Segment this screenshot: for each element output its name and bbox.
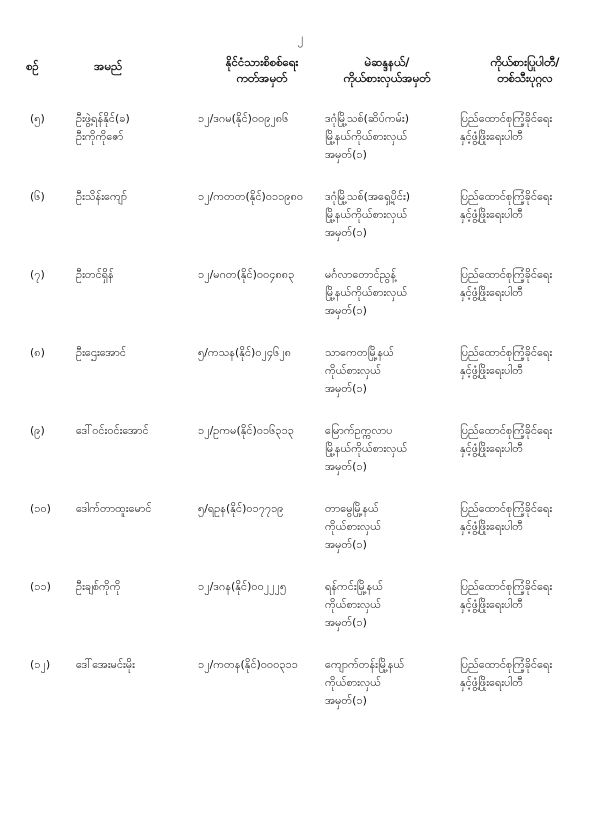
row-constituency-line: အမှတ်(၁) [325,226,367,239]
row-name [76,188,198,206]
row-constituency [325,188,458,242]
row-party-line: ပြည်ထောင်စုကြံ့ခိုင်ရေး [460,190,553,203]
header-serial: စဉ် [26,59,39,73]
header-nrc-line2: ကတ်အမှတ် [236,71,288,85]
table-row [0,656,601,734]
row-constituency-line: တာမွေမြို့နယ် [325,502,379,515]
row-name [76,344,198,362]
row-name [76,578,198,596]
row-constituency-line: ဒဂုံမြို့သစ်(အရှေ့ပိုင်း) [325,190,411,203]
table-row [0,110,601,188]
row-name-line: ဦးချစ်ကိုကို [76,580,121,593]
row-party [460,266,598,302]
header-constituency-line1: မဲဆန္ဒနယ်/ [364,55,410,69]
row-name [76,500,198,518]
row-nrc: ၁၂/ဒဂမ(နိုင်)၀၀၉၂၈၆ [198,112,289,125]
row-constituency-line: မြို့နယ်ကိုယ်စားလှယ် [325,208,408,221]
row-party-line: နှင့်ဖွံ့ဖြိုးရေးပါတီ [460,598,523,611]
page-number: ၂ [297,31,304,45]
row-constituency-line: အမှတ်(၁) [325,304,367,317]
row-serial: (၁၂) [30,658,51,671]
row-constituency [325,110,458,164]
header-constituency [320,54,454,86]
row-name-line: ဒေါ်အေးမင်းမိုး [76,658,135,671]
header-nrc-line1: နိုင်ငံသားစိစစ်ရေး [225,55,299,69]
row-serial: (၈) [30,346,45,359]
row-party [460,422,598,458]
header-party-line1: ကိုယ်စားပြုပါတီ/ [490,55,560,69]
row-nrc: ၁၂/ကတန(နိုင်)၀၀၀၃၁၁ [198,658,298,671]
row-party-line: ပြည်ထောင်စုကြံ့ခိုင်ရေး [460,658,553,671]
row-constituency-line: အမှတ်(၁) [325,694,367,707]
header-name: အမည် [94,59,123,73]
row-serial: (၁၁) [30,580,51,593]
row-party-line: ပြည်ထောင်စုကြံ့ခိုင်ရေး [460,502,553,515]
row-nrc: ၅/ကသန(နိုင်)၀၂၄၆၂၈ [198,346,292,359]
row-party-line: နှင့်ဖွံ့ဖြိုးရေးပါတီ [460,208,523,221]
row-nrc: ၁၂/ဥကမ(နိုင်)၀၁၆၃၁၃ [198,424,294,437]
row-constituency [325,344,458,398]
row-party-line: ပြည်ထောင်စုကြံ့ခိုင်ရေး [460,346,553,359]
row-name [76,266,198,284]
row-serial: (၅) [30,112,45,125]
row-constituency-line: အမှတ်(၁) [325,460,367,473]
row-name [76,656,198,674]
row-constituency [325,266,458,320]
row-name-line: ဦးတင်ရှိန် [76,268,114,281]
row-serial: (၁၀) [30,502,51,515]
table-body [0,110,601,734]
row-name-line: ဒေါက်တာထူးမောင် [76,502,152,515]
row-name [76,422,198,440]
table-row [0,266,601,344]
row-name-line: ဦးကိုကိုဇော် [76,130,124,143]
header-nrc [198,54,326,86]
table-row [0,344,601,422]
row-name-line: ဦးဌေးအောင် [76,346,127,359]
row-constituency-line: အမှတ်(၁) [325,538,367,551]
row-nrc: ၁၂/ကတတ(နိုင်)၀၁၁၉၈၀ [198,190,304,203]
row-constituency-line: ရန်ကင်းမြို့နယ် [325,580,383,593]
row-nrc: ၁၂/မဂတ(နိုင်)၀၀၄၈၈၃ [198,268,295,281]
row-constituency [325,656,458,710]
row-name-line: ဦးသိန်းကျော် [76,190,128,203]
row-party-line: ပြည်ထောင်စုကြံ့ခိုင်ရေး [460,112,553,125]
row-constituency-line: အမှတ်(၁) [325,382,367,395]
row-constituency [325,422,458,476]
table-row [0,578,601,656]
row-constituency-line: ကျောက်တန်းမြို့နယ် [325,658,405,671]
table-header [0,54,601,102]
row-constituency-line: ကိုယ်စားလှယ် [325,676,381,689]
row-party [460,656,598,692]
row-constituency-line: မြို့နယ်ကိုယ်စားလှယ် [325,286,408,299]
row-constituency [325,500,458,554]
row-party-line: နှင့်ဖွံ့ဖြိုးရေးပါတီ [460,286,523,299]
table-row [0,188,601,266]
header-party-line2: တစ်သီးပုဂ္ဂလ [497,71,553,85]
row-constituency-line: ကိုယ်စားလှယ် [325,364,381,377]
row-constituency-line: ကိုယ်စားလှယ် [325,598,381,611]
row-name-line: ဒေါ်ဝင်းဝင်းအောင် [76,424,149,437]
row-constituency-line: မြို့နယ်ကိုယ်စားလှယ် [325,130,408,143]
row-party [460,500,598,536]
row-party [460,188,598,224]
row-party-line: နှင့်ဖွံ့ဖြိုးရေးပါတီ [460,676,523,689]
row-serial: (၉) [30,424,45,437]
row-constituency-line: အမှတ်(၁) [325,148,367,161]
row-serial: (၆) [30,190,45,203]
header-constituency-line2: ကိုယ်စားလှယ်အမှတ် [343,71,431,85]
row-party-line: နှင့်ဖွံ့ဖြိုးရေးပါတီ [460,520,523,533]
row-party-line: နှင့်ဖွံ့ဖြိုးရေးပါတီ [460,442,523,455]
row-serial: (၇) [30,268,45,281]
row-party-line: ပြည်ထောင်စုကြံ့ခိုင်ရေး [460,424,553,437]
table-row [0,422,601,500]
row-party-line: နှင့်ဖွံ့ဖြိုးရေးပါတီ [460,130,523,143]
row-constituency [325,578,458,632]
row-constituency-line: မြောက်ဥက္ကလာပ [325,424,393,437]
row-party [460,344,598,380]
row-party-line: ပြည်ထောင်စုကြံ့ခိုင်ရေး [460,268,553,281]
row-constituency-line: သာကေတမြို့နယ် [325,346,394,359]
row-constituency-line: မင်္ဂလာတောင်ညွန့် [325,268,397,281]
row-party [460,110,598,146]
row-constituency-line: ကိုယ်စားလှယ် [325,520,381,533]
header-party [458,54,592,86]
row-nrc: ၁၂/ဒဂန(နိုင်)၀၀၂၂၂၅ [198,580,287,593]
row-name-line: ဦးဖွဲ့ရန်နိုင်(ခ) [76,112,130,125]
table-row [0,500,601,578]
row-party-line: နှင့်ဖွံ့ဖြိုးရေးပါတီ [460,364,523,377]
row-party [460,578,598,614]
row-constituency-line: ဒဂုံမြို့သစ်(ဆိပ်ကမ်း) [325,112,410,125]
row-name [76,110,198,146]
row-nrc: ၅/ရဥန(နိုင်)၀၁၇၇၁၉ [198,502,284,515]
row-party-line: ပြည်ထောင်စုကြံ့ခိုင်ရေး [460,580,553,593]
row-constituency-line: အမှတ်(၁) [325,616,367,629]
row-constituency-line: မြို့နယ်ကိုယ်စားလှယ် [325,442,408,455]
